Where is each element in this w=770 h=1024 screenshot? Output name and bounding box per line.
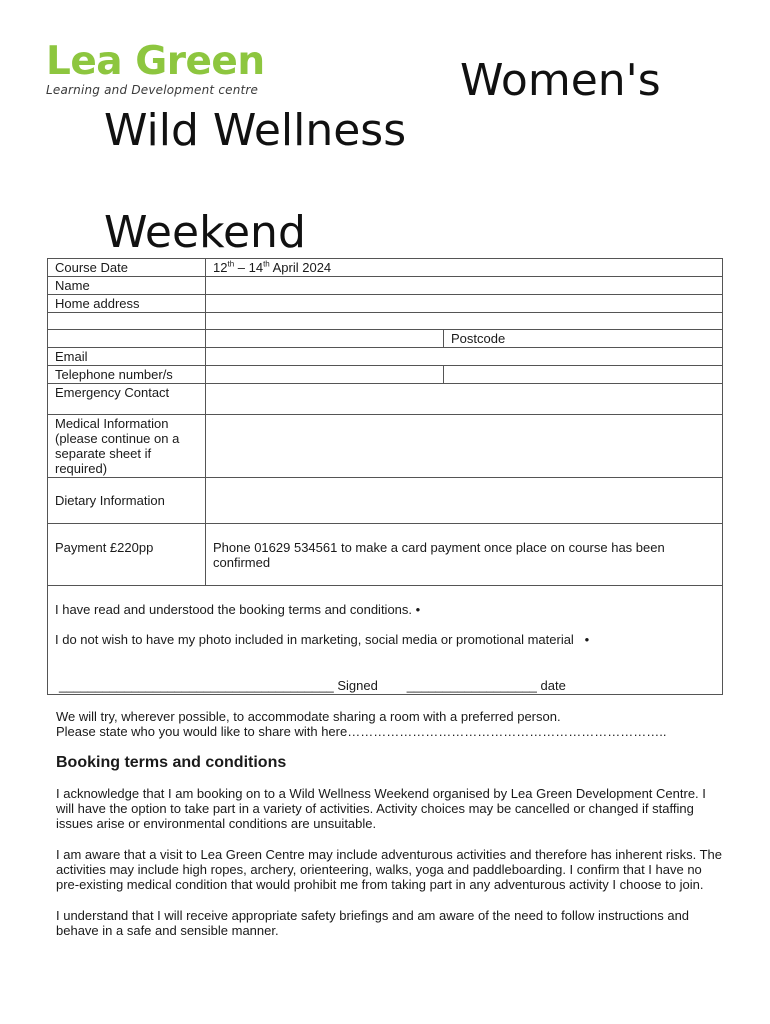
signed-label: Signed <box>337 678 378 693</box>
photo-optout-text: I do not wish to have my photo included in marketing, social media or promotional material <box>55 632 574 647</box>
postcode-label: Postcode <box>451 331 506 346</box>
postcode-field[interactable] <box>444 330 723 348</box>
address-field-line-2[interactable] <box>206 313 723 330</box>
course-date-label: Course Date <box>48 259 206 277</box>
lea-green-logo <box>46 40 286 97</box>
signature-line[interactable]: ______________________________________ <box>59 678 334 693</box>
address-label-blank <box>48 313 206 330</box>
telephone-field-1[interactable] <box>206 366 444 384</box>
date-label: date <box>540 678 566 693</box>
consent-section <box>48 586 723 695</box>
email-field[interactable] <box>206 348 723 366</box>
payment-instructions: Phone 01629 534561 to make a card payment once place on course has been confirmed <box>206 524 723 586</box>
photo-optout-checkbox[interactable]: • <box>584 632 590 647</box>
dietary-info-label: Dietary Information <box>48 478 206 524</box>
emergency-contact-field[interactable] <box>206 384 723 415</box>
photo-optout-row <box>55 632 715 647</box>
home-address-label: Home address <box>48 295 206 313</box>
medical-info-field[interactable] <box>206 415 723 478</box>
email-label: Email <box>48 348 206 366</box>
terms-section <box>56 755 726 938</box>
terms-consent-text: I have read and understood the booking terms and conditions. <box>55 602 413 617</box>
terms-heading: Booking terms and conditions <box>56 754 287 771</box>
telephone-field-2[interactable] <box>444 366 723 384</box>
title-line-2: Wild Wellness <box>104 105 407 156</box>
address-label-blank-2 <box>48 330 206 348</box>
course-date-value: 12th – 14th April 2024 <box>206 259 723 277</box>
logo-tagline: Learning and Development centre <box>46 83 259 97</box>
room-sharing-request[interactable]: Please state who you would like to share with here……………………………………………………………….. <box>56 724 667 739</box>
terms-paragraph-1: I acknowledge that I am booking on to a Wild Wellness Weekend organised by Lea Green Development Centre. I will have the option to take part in a variety of activities. Activity choices may be cancelled or changed if staffing issues arise or environmental conditions are unsuitable. <box>56 786 706 831</box>
booking-form-table <box>47 258 723 695</box>
medical-info-label: Medical Information (please continue on a separate sheet if required) <box>48 415 206 478</box>
terms-paragraph-3: I understand that I will receive appropriate safety briefings and am aware of the need to follow instructions and behave in a safe and sensible manner. <box>56 908 690 938</box>
signature-row <box>55 678 715 693</box>
title-line-3: Weekend <box>104 207 306 258</box>
address-field-line-1[interactable] <box>206 295 723 313</box>
payment-label: Payment £220pp <box>48 524 206 586</box>
telephone-label: Telephone number/s <box>48 366 206 384</box>
date-line[interactable]: __________________ <box>406 678 537 693</box>
name-field[interactable] <box>206 277 723 295</box>
emergency-contact-label: Emergency Contact <box>48 384 206 415</box>
name-label: Name <box>48 277 206 295</box>
address-field-line-3[interactable] <box>206 330 444 348</box>
title-line-1: Women's <box>460 55 661 106</box>
room-sharing-section <box>56 709 726 739</box>
terms-paragraph-2: I am aware that a visit to Lea Green Centre may include adventurous activities and therefore has inherent risks. The activities may include high ropes, archery, orienteering, walks, yoga and paddleboarding. I confirm that I have no pre-existing medical condition that would prohibit me from taking part in any adventurous activity I choose to join. <box>56 847 722 892</box>
terms-consent-checkbox[interactable]: • <box>415 602 421 617</box>
logo-name: Lea Green <box>46 39 265 84</box>
room-sharing-note: We will try, wherever possible, to accommodate sharing a room with a preferred person. <box>56 709 561 724</box>
terms-consent-row <box>55 602 715 617</box>
dietary-info-field[interactable] <box>206 478 723 524</box>
